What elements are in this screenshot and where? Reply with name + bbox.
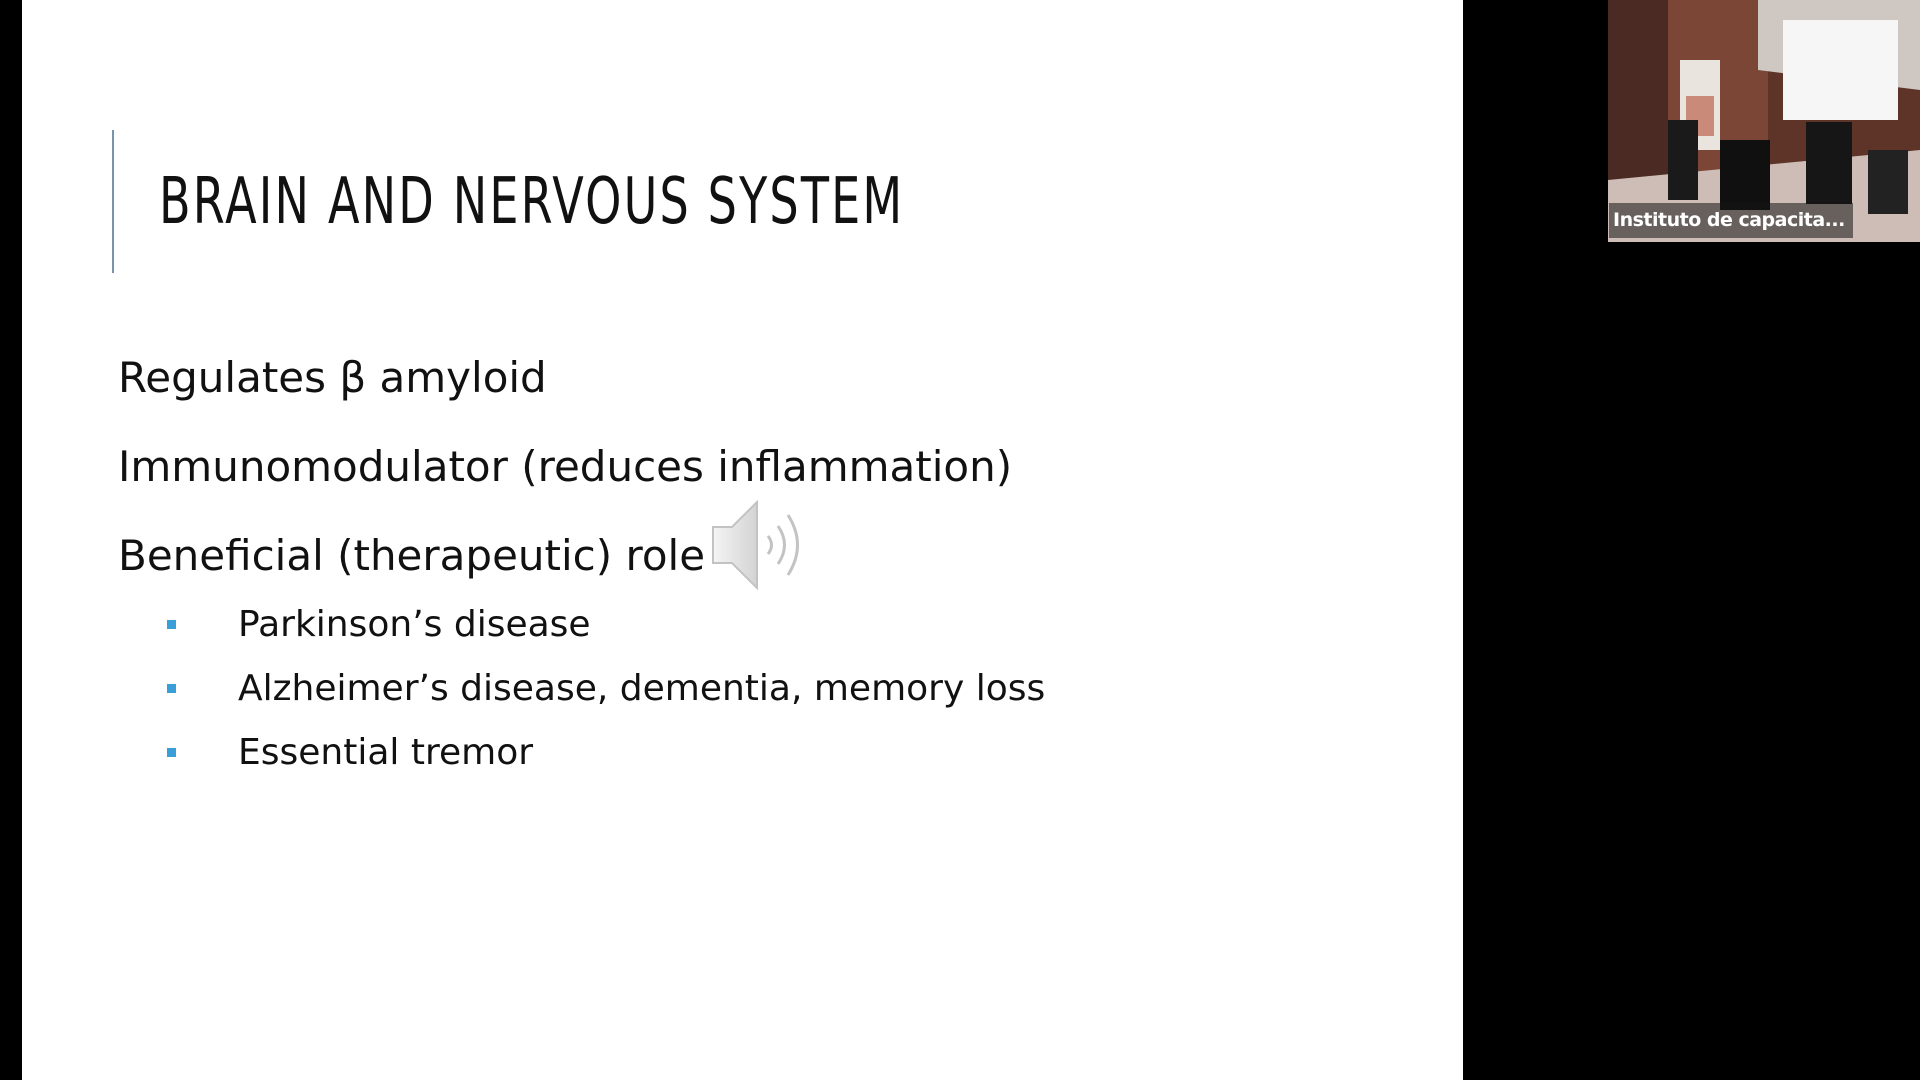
sub-bullet-essential-tremor [167, 730, 1045, 776]
bullet-regulates-amyloid: Regulates β amyloid [118, 353, 547, 402]
bullet-beneficial-role: Beneficial (therapeutic) role [118, 531, 706, 580]
sub-bullet-list [167, 602, 1045, 794]
sub-bullet-text: Essential tremor [238, 732, 534, 773]
sub-bullet-text: Parkinson’s disease [238, 604, 591, 645]
sub-bullet-alzheimers [167, 666, 1045, 712]
title-accent-bar [112, 130, 114, 273]
slide-title: BRAIN AND NERVOUS SYSTEM [159, 165, 905, 239]
bullet-immunomodulator: Immunomodulator (reduces inflammation) [118, 442, 1013, 491]
square-bullet-icon [167, 684, 176, 693]
shared-slide [22, 0, 1463, 1080]
square-bullet-icon [167, 748, 176, 757]
main-bullet-list [118, 352, 1012, 619]
participant-video-tile[interactable] [1608, 0, 1920, 242]
sub-bullet-parkinsons [167, 602, 1045, 648]
sub-bullet-text: Alzheimer’s disease, dementia, memory loss [238, 668, 1046, 709]
speaker-volume-icon[interactable] [685, 490, 825, 600]
participant-name-label: Instituto de capacita... [1609, 203, 1853, 238]
square-bullet-icon [167, 620, 176, 629]
